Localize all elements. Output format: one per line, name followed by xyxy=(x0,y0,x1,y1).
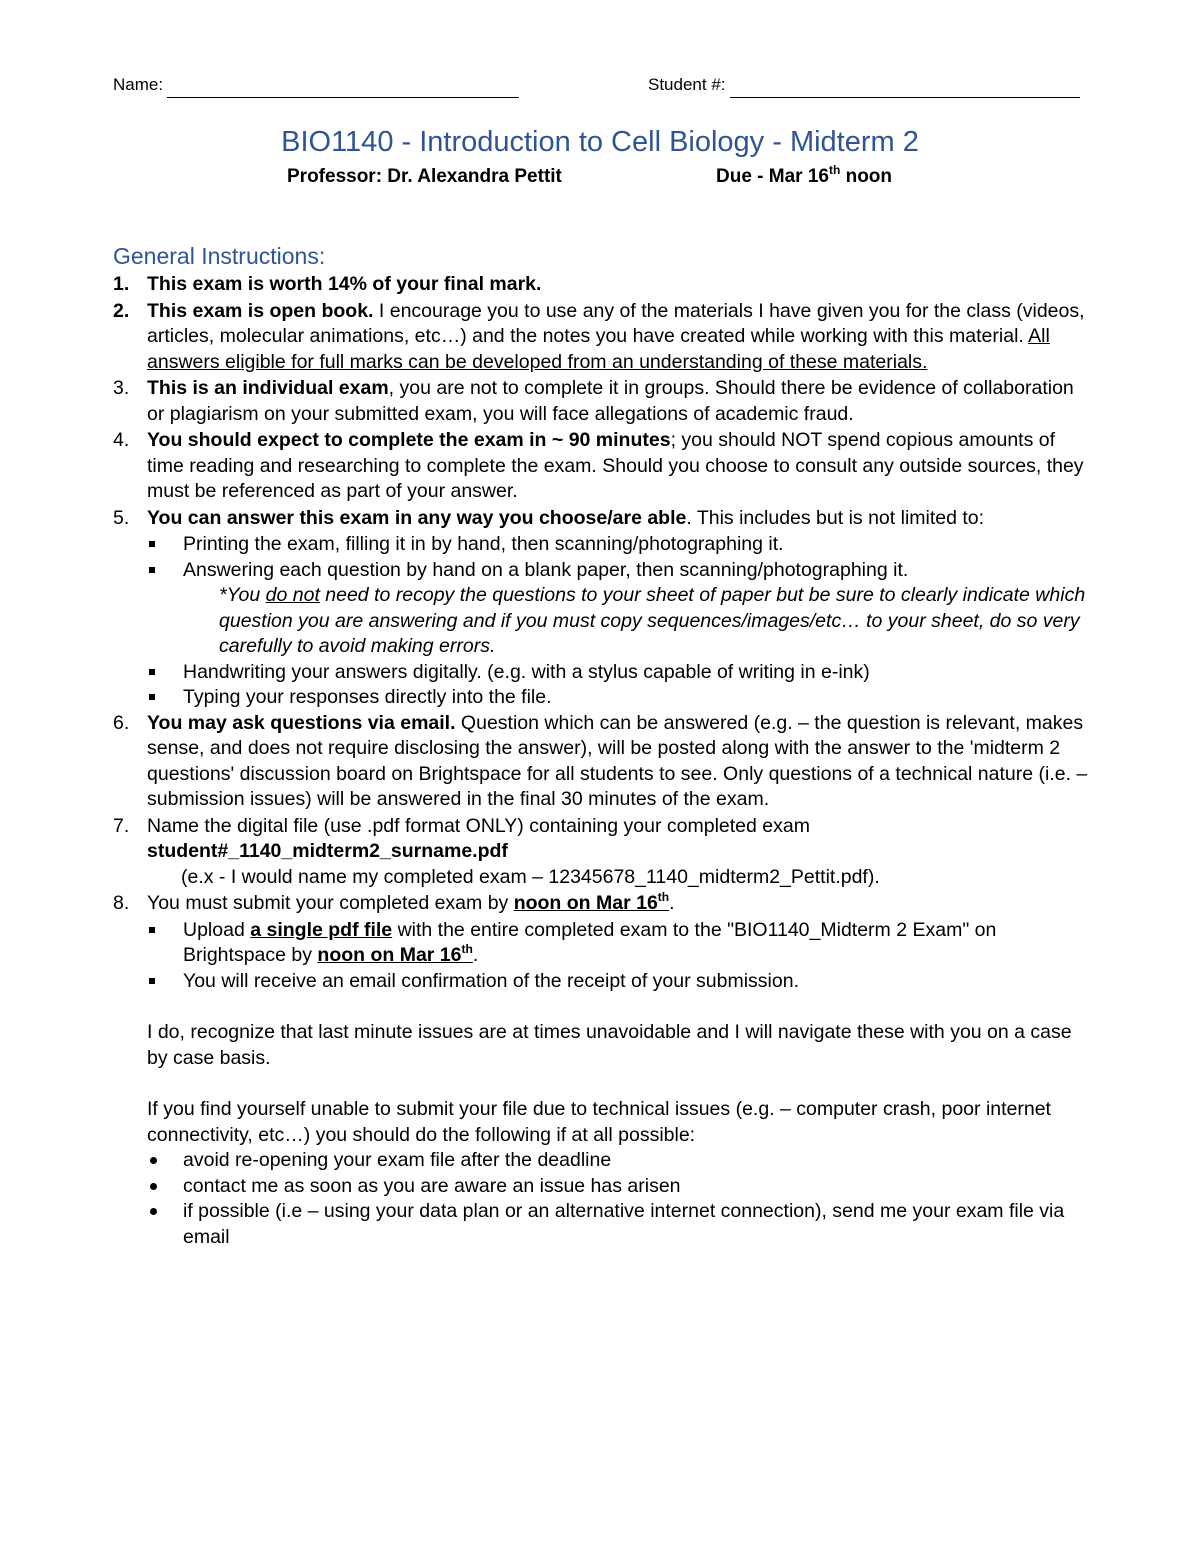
square-bullet-icon xyxy=(149,927,155,933)
student-number-field[interactable] xyxy=(648,72,1080,98)
header-fields xyxy=(113,72,1088,98)
file-name-example: (e.x - I would name my completed exam – 12345678_1140_midterm2_Pettit.pdf). xyxy=(181,865,880,888)
exam-title: BIO1140 - Introduction to Cell Biology - Midterm 2 xyxy=(281,126,919,158)
list-item: 8. You must submit your completed exam by noon on Mar 16th. xyxy=(113,889,675,914)
name-blank-line[interactable] xyxy=(167,77,519,98)
list-item: 4. You should expect to complete the exam in ~ 90 minutes; you should NOT spend copious amounts of time reading and researching to complete the exam. Should you choose to consult any outside sources, they must be referenced as part of your answer. xyxy=(113,429,1084,502)
list-item: 3. This is an individual exam, you are not to complete it in groups. Should there be evidence of collaboration or plagiarism on your submitted exam, you will face allegations of academic fraud. xyxy=(113,377,1074,425)
sub-list-item: You will receive an email confirmation of the receipt of your submission. xyxy=(113,969,1093,995)
sub-list-item: Printing the exam, filling it in by hand, then scanning/photographing it. xyxy=(113,532,1093,558)
sub-list-item: Typing your responses directly into the file. xyxy=(113,685,1093,711)
list-item: 6. You may ask questions via email. Question which can be answered (e.g. – the question is relevant, makes sense, and does not require disclosing the answer), will be posted along with the answer to the 'midterm 2 questions' discussion board on Brightspace for all students to see. Only questions of a technical nature (i.e. – submission issues) will be answered in the final 30 minutes of the exam. xyxy=(113,711,1088,810)
round-bullet-icon xyxy=(150,1157,157,1164)
square-bullet-icon xyxy=(149,978,155,984)
list-item: 2. This exam is open book. I encourage you to use any of the materials I have given you for the class (videos, articles, molecular animations, etc…) and the notes you have created while working with this material. All answers eligible for full marks can be developed from an understanding of these materials. xyxy=(113,299,1085,373)
sub-list-item: Answering each question by hand on a blank paper, then scanning/photographing it. xyxy=(113,558,1093,584)
square-bullet-icon xyxy=(149,541,155,547)
name-label: Name: xyxy=(113,75,164,94)
square-bullet-icon xyxy=(149,669,155,675)
sub-list-item: Handwriting your answers digitally. (e.g. with a stylus capable of writing in e-ink) xyxy=(113,660,1093,686)
name-field[interactable] xyxy=(113,72,519,98)
due-date: Due - Mar 16th noon xyxy=(716,162,893,187)
closing-paragraph: If you find yourself unable to submit your file due to technical issues (e.g. – computer crash, poor internet connectivity, etc…) you should do the following if at all possible: xyxy=(147,1098,1051,1146)
sub-list-item: Upload a single pdf file with the entire completed exam to the "BIO1140_Midterm 2 Exam" on Brightspace by noon on Mar 16th. xyxy=(113,918,1093,969)
list-item: contact me as soon as you are aware an issue has arisen xyxy=(113,1174,1093,1200)
square-bullet-icon xyxy=(149,694,155,700)
list-item: 5. You can answer this exam in any way you choose/are able. This includes but is not limited to: xyxy=(113,506,985,529)
student-number-label: Student #: xyxy=(648,75,726,94)
instructions-list xyxy=(113,272,1093,1250)
closing-paragraph: I do, recognize that last minute issues are at times unavoidable and I will navigate these with you on a case by case basis. xyxy=(147,1021,1072,1069)
square-bullet-icon xyxy=(149,567,155,573)
list-item: if possible (i.e – using your data plan or an alternative internet connection), send me your exam file via email xyxy=(113,1199,1093,1250)
list-item: 1. This exam is worth 14% of your final mark. xyxy=(113,273,542,295)
round-bullet-icon xyxy=(150,1208,157,1215)
list-item: 7. Name the digital file (use .pdf format ONLY) containing your completed exam student#_1140_midterm2_surname.pdf (e.x - I would name my completed exam – 12345678_1140_midterm2_Pettit.pdf). xyxy=(113,814,1093,891)
student-number-blank-line[interactable] xyxy=(730,77,1080,98)
deadline: noon on Mar 16th xyxy=(513,889,670,914)
italic-note: *You do not need to recopy the questions to your sheet of paper but be sure to clearly indicate which question you are answering and if you must copy sequences/images/etc… to your sheet, do so very carefully to avoid making errors. xyxy=(219,584,1086,657)
subtitle-row xyxy=(0,164,1200,190)
professor-name: Professor: Dr. Alexandra Pettit xyxy=(287,166,562,187)
file-name-format: student#_1140_midterm2_surname.pdf xyxy=(147,840,508,862)
section-heading: General Instructions: xyxy=(113,243,326,269)
list-item: avoid re-opening your exam file after the deadline xyxy=(113,1148,1093,1174)
round-bullet-icon xyxy=(150,1183,157,1190)
